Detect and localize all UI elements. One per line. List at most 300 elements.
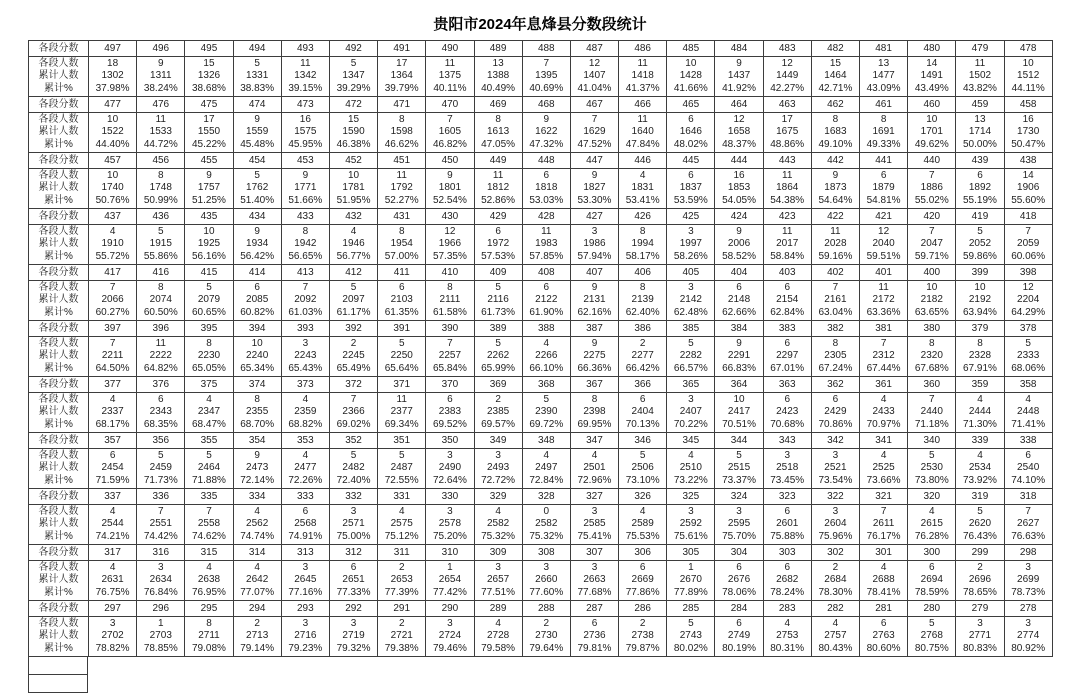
data-cell: 12 1449 42.27% [763, 57, 811, 97]
score-cell: 335 [185, 489, 233, 505]
data-cell: 4 2266 66.10% [522, 337, 570, 377]
row-label-counts: 各段人数 累计人数 累计% [29, 337, 89, 377]
score-cell: 418 [1004, 209, 1052, 225]
data-cell: 2 2738 79.87% [619, 617, 667, 657]
row-label-score: 各段分数 [29, 433, 89, 449]
score-cell: 280 [908, 601, 956, 617]
score-cell: 484 [715, 41, 763, 57]
score-cell: 328 [522, 489, 570, 505]
score-cell: 312 [329, 545, 377, 561]
data-cell: 7 2558 74.62% [185, 505, 233, 545]
data-cell: 6 2423 70.68% [763, 393, 811, 433]
data-cell: 5 2743 80.02% [667, 617, 715, 657]
data-cell: 11 1502 43.82% [956, 57, 1004, 97]
score-cell: 353 [281, 433, 329, 449]
data-cell: 11 1864 54.38% [763, 169, 811, 209]
score-cell: 392 [329, 321, 377, 337]
data-cell: 1 2670 77.89% [667, 561, 715, 601]
data-cell: 7 2312 67.44% [860, 337, 908, 377]
data-cell: 5 2620 76.43% [956, 505, 1004, 545]
score-cell: 465 [667, 97, 715, 113]
data-cell: 10 1701 49.62% [908, 113, 956, 153]
data-cell: 5 1762 51.40% [233, 169, 281, 209]
score-cell: 450 [426, 153, 474, 169]
score-cell: 435 [185, 209, 233, 225]
score-header-row-10 [29, 545, 1053, 561]
data-cell: 5 2487 72.55% [378, 449, 426, 489]
data-cell: 1 2654 77.42% [426, 561, 474, 601]
data-cell: 2 2721 79.38% [378, 617, 426, 657]
data-cell: 5 2390 69.72% [522, 393, 570, 433]
counts-row-2 [29, 113, 1053, 153]
score-cell: 432 [329, 209, 377, 225]
score-cell: 486 [619, 41, 667, 57]
data-cell: 4 1831 53.41% [619, 169, 667, 209]
score-cell: 497 [89, 41, 137, 57]
row-label-score: 各段分数 [29, 545, 89, 561]
score-cell: 427 [570, 209, 618, 225]
score-cell: 485 [667, 41, 715, 57]
score-cell: 386 [619, 321, 667, 337]
score-cell: 424 [715, 209, 763, 225]
score-cell: 344 [715, 433, 763, 449]
score-cell: 302 [811, 545, 859, 561]
data-cell: 3 2521 73.54% [811, 449, 859, 489]
data-cell: 6 1818 53.03% [522, 169, 570, 209]
score-cell: 341 [860, 433, 908, 449]
data-cell: 7 2161 63.04% [811, 281, 859, 321]
data-cell: 6 2676 78.06% [715, 561, 763, 601]
data-cell: 9 1934 56.42% [233, 225, 281, 265]
score-cell: 321 [860, 489, 908, 505]
page-title: 贵阳市2024年息烽县分数段统计 [433, 16, 647, 33]
score-cell: 421 [860, 209, 908, 225]
counts-row-6 [29, 337, 1053, 377]
score-cell: 429 [474, 209, 522, 225]
score-cell: 415 [185, 265, 233, 281]
row-label-counts: 各段人数 累计人数 累计% [29, 617, 89, 657]
data-cell: 5 2768 80.75% [908, 617, 956, 657]
data-cell: 4 2631 76.75% [89, 561, 137, 601]
data-cell: 4 2337 68.17% [89, 393, 137, 433]
data-cell: 8 2711 79.08% [185, 617, 233, 657]
data-cell: 10 1428 41.66% [667, 57, 715, 97]
score-cell: 393 [281, 321, 329, 337]
score-cell: 478 [1004, 41, 1052, 57]
score-cell: 369 [474, 377, 522, 393]
score-cell: 404 [715, 265, 763, 281]
data-cell: 4 2562 74.74% [233, 505, 281, 545]
score-cell: 390 [426, 321, 474, 337]
score-cell: 407 [570, 265, 618, 281]
score-cell: 480 [908, 41, 956, 57]
score-cell: 414 [233, 265, 281, 281]
score-cell: 306 [619, 545, 667, 561]
data-cell: 18 1302 37.98% [89, 57, 137, 97]
score-cell: 300 [908, 545, 956, 561]
score-cell: 385 [667, 321, 715, 337]
score-cell: 383 [763, 321, 811, 337]
score-cell: 361 [860, 377, 908, 393]
score-cell: 397 [89, 321, 137, 337]
data-cell: 3 2518 73.45% [763, 449, 811, 489]
score-cell: 360 [908, 377, 956, 393]
score-distribution-table [28, 40, 1053, 657]
data-cell: 3 1986 57.94% [570, 225, 618, 265]
data-cell: 15 1590 46.38% [329, 113, 377, 153]
score-cell: 288 [522, 601, 570, 617]
score-cell: 420 [908, 209, 956, 225]
score-cell: 462 [811, 97, 859, 113]
row-label-counts: 各段人数 累计人数 累计% [29, 393, 89, 433]
data-cell: 3 2774 80.92% [1004, 617, 1052, 657]
score-cell: 332 [329, 489, 377, 505]
score-cell: 437 [89, 209, 137, 225]
data-cell: 4 2544 74.21% [89, 505, 137, 545]
data-cell: 11 2017 58.84% [763, 225, 811, 265]
counts-row-1 [29, 57, 1053, 97]
score-cell: 410 [426, 265, 474, 281]
data-cell: 8 2328 67.91% [956, 337, 1004, 377]
score-cell: 359 [956, 377, 1004, 393]
data-cell: 4 2615 76.28% [908, 505, 956, 545]
data-cell: 5 2459 71.73% [137, 449, 185, 489]
data-cell: 3 2604 75.96% [811, 505, 859, 545]
data-cell: 17 1550 45.22% [185, 113, 233, 153]
data-cell: 4 1910 55.72% [89, 225, 137, 265]
data-cell: 6 2122 61.90% [522, 281, 570, 321]
score-cell: 368 [522, 377, 570, 393]
data-cell: 6 1972 57.53% [474, 225, 522, 265]
score-cell: 292 [329, 601, 377, 617]
score-cell: 370 [426, 377, 474, 393]
row-label-score: 各段分数 [29, 601, 89, 617]
score-cell: 398 [1004, 265, 1052, 281]
data-cell: 6 2749 80.19% [715, 617, 763, 657]
score-cell: 295 [185, 601, 233, 617]
score-cell: 492 [329, 41, 377, 57]
score-cell: 434 [233, 209, 281, 225]
data-cell: 5 2482 72.40% [329, 449, 377, 489]
data-cell: 8 1683 49.10% [811, 113, 859, 153]
score-cell: 463 [763, 97, 811, 113]
score-cell: 293 [281, 601, 329, 617]
score-cell: 330 [426, 489, 474, 505]
score-cell: 305 [667, 545, 715, 561]
score-cell: 365 [667, 377, 715, 393]
score-cell: 355 [185, 433, 233, 449]
data-cell: 6 2694 78.59% [908, 561, 956, 601]
data-cell: 10 2417 70.51% [715, 393, 763, 433]
data-cell: 2 2713 79.14% [233, 617, 281, 657]
partial-score-label-cell [28, 657, 88, 675]
data-cell: 6 2736 79.81% [570, 617, 618, 657]
score-cell: 422 [811, 209, 859, 225]
data-cell: 7 2611 76.17% [860, 505, 908, 545]
data-cell: 8 1598 46.62% [378, 113, 426, 153]
score-cell: 419 [956, 209, 1004, 225]
score-cell: 431 [378, 209, 426, 225]
data-cell: 8 2139 62.40% [619, 281, 667, 321]
data-cell: 8 2230 65.05% [185, 337, 233, 377]
row-label-score: 各段分数 [29, 265, 89, 281]
data-cell: 9 1311 38.24% [137, 57, 185, 97]
row-label-score: 各段分数 [29, 97, 89, 113]
score-cell: 493 [281, 41, 329, 57]
score-cell: 279 [956, 601, 1004, 617]
score-cell: 468 [522, 97, 570, 113]
data-cell: 16 1575 45.95% [281, 113, 329, 153]
score-cell: 436 [137, 209, 185, 225]
data-cell: 8 2355 68.70% [233, 393, 281, 433]
score-cell: 456 [137, 153, 185, 169]
score-cell: 329 [474, 489, 522, 505]
data-cell: 3 2699 78.73% [1004, 561, 1052, 601]
data-cell: 9 1801 52.54% [426, 169, 474, 209]
score-cell: 496 [137, 41, 185, 57]
score-cell: 331 [378, 489, 426, 505]
data-cell: 4 2757 80.43% [811, 617, 859, 657]
data-cell: 5 2052 59.86% [956, 225, 1004, 265]
score-cell: 304 [715, 545, 763, 561]
score-cell: 282 [811, 601, 859, 617]
score-cell: 357 [89, 433, 137, 449]
score-cell: 409 [474, 265, 522, 281]
score-cell: 315 [185, 545, 233, 561]
score-cell: 296 [137, 601, 185, 617]
score-cell: 461 [860, 97, 908, 113]
data-cell: 9 1827 53.30% [570, 169, 618, 209]
score-cell: 317 [89, 545, 137, 561]
data-cell: 6 2297 67.01% [763, 337, 811, 377]
score-header-row-4 [29, 209, 1053, 225]
score-cell: 475 [185, 97, 233, 113]
score-cell: 395 [185, 321, 233, 337]
data-cell: 15 1326 38.68% [185, 57, 233, 97]
score-header-row-2 [29, 97, 1053, 113]
data-cell: 14 1491 43.49% [908, 57, 956, 97]
data-cell: 16 1853 54.05% [715, 169, 763, 209]
data-cell: 4 2525 73.66% [860, 449, 908, 489]
data-cell: 4 2444 71.30% [956, 393, 1004, 433]
row-label-counts: 各段人数 累计人数 累计% [29, 281, 89, 321]
data-cell: 4 2510 73.22% [667, 449, 715, 489]
score-cell: 379 [956, 321, 1004, 337]
data-cell: 6 2103 61.35% [378, 281, 426, 321]
data-cell: 6 1837 53.59% [667, 169, 715, 209]
score-cell: 354 [233, 433, 281, 449]
data-cell: 7 1605 46.82% [426, 113, 474, 153]
data-cell: 5 2262 65.99% [474, 337, 522, 377]
data-cell: 9 1873 54.64% [811, 169, 859, 209]
data-cell: 4 2501 72.96% [570, 449, 618, 489]
score-cell: 377 [89, 377, 137, 393]
data-cell: 6 2154 62.84% [763, 281, 811, 321]
row-label-score: 各段分数 [29, 153, 89, 169]
data-cell: 1 2703 78.85% [137, 617, 185, 657]
data-cell: 6 2540 74.10% [1004, 449, 1052, 489]
score-cell: 428 [522, 209, 570, 225]
data-cell: 9 1437 41.92% [715, 57, 763, 97]
counts-row-9 [29, 505, 1053, 545]
score-cell: 310 [426, 545, 474, 561]
score-cell: 487 [570, 41, 618, 57]
score-cell: 278 [1004, 601, 1052, 617]
score-cell: 406 [619, 265, 667, 281]
data-cell: 8 1613 47.05% [474, 113, 522, 153]
score-cell: 303 [763, 545, 811, 561]
score-cell: 467 [570, 97, 618, 113]
data-cell: 5 2116 61.73% [474, 281, 522, 321]
data-cell: 9 1559 45.48% [233, 113, 281, 153]
score-cell: 389 [474, 321, 522, 337]
data-cell: 3 2663 77.68% [570, 561, 618, 601]
score-cell: 394 [233, 321, 281, 337]
data-cell: 7 1395 40.69% [522, 57, 570, 97]
data-cell: 4 2575 75.12% [378, 505, 426, 545]
data-cell: 3 2493 72.72% [474, 449, 522, 489]
score-cell: 494 [233, 41, 281, 57]
data-cell: 4 1946 56.77% [329, 225, 377, 265]
score-cell: 444 [715, 153, 763, 169]
score-cell: 438 [1004, 153, 1052, 169]
data-cell: 6 2383 69.52% [426, 393, 474, 433]
data-cell: 3 2571 75.00% [329, 505, 377, 545]
data-cell: 3 2490 72.64% [426, 449, 474, 489]
score-cell: 495 [185, 41, 233, 57]
score-cell: 350 [426, 433, 474, 449]
score-header-row-9 [29, 489, 1053, 505]
data-cell: 6 2763 80.60% [860, 617, 908, 657]
score-cell: 311 [378, 545, 426, 561]
score-cell: 477 [89, 97, 137, 113]
score-cell: 376 [137, 377, 185, 393]
data-cell: 9 2291 66.83% [715, 337, 763, 377]
data-cell: 10 1740 50.76% [89, 169, 137, 209]
score-cell: 441 [860, 153, 908, 169]
data-cell: 6 1646 48.02% [667, 113, 715, 153]
data-cell: 4 2589 75.53% [619, 505, 667, 545]
score-cell: 337 [89, 489, 137, 505]
score-cell: 347 [570, 433, 618, 449]
data-cell: 15 1464 42.71% [811, 57, 859, 97]
score-cell: 322 [811, 489, 859, 505]
score-cell: 401 [860, 265, 908, 281]
data-cell: 5 2333 68.06% [1004, 337, 1052, 377]
data-cell: 9 1757 51.25% [185, 169, 233, 209]
data-cell: 10 1925 56.16% [185, 225, 233, 265]
row-label-counts: 各段人数 累计人数 累计% [29, 449, 89, 489]
data-cell: 3 2724 79.46% [426, 617, 474, 657]
score-cell: 345 [667, 433, 715, 449]
data-cell: 11 2028 59.16% [811, 225, 859, 265]
score-cell: 343 [763, 433, 811, 449]
data-cell: 4 2642 77.07% [233, 561, 281, 601]
data-cell: 6 2148 62.66% [715, 281, 763, 321]
data-cell: 3 2771 80.83% [956, 617, 1004, 657]
score-cell: 318 [1004, 489, 1052, 505]
score-cell: 297 [89, 601, 137, 617]
score-cell: 381 [860, 321, 908, 337]
data-cell: 12 1407 41.04% [570, 57, 618, 97]
data-cell: 9 2131 62.16% [570, 281, 618, 321]
score-cell: 447 [570, 153, 618, 169]
score-cell: 307 [570, 545, 618, 561]
data-cell: 5 1347 39.29% [329, 57, 377, 97]
data-cell: 4 2359 68.82% [281, 393, 329, 433]
data-cell: 5 2250 65.64% [378, 337, 426, 377]
score-cell: 464 [715, 97, 763, 113]
data-cell: 6 2343 68.35% [137, 393, 185, 433]
data-cell: 11 1792 52.27% [378, 169, 426, 209]
data-cell: 4 2753 80.31% [763, 617, 811, 657]
data-cell: 8 1994 58.17% [619, 225, 667, 265]
score-cell: 470 [426, 97, 474, 113]
data-cell: 8 2320 67.68% [908, 337, 956, 377]
data-cell: 11 1533 44.72% [137, 113, 185, 153]
score-cell: 375 [185, 377, 233, 393]
data-cell: 4 2582 75.32% [474, 505, 522, 545]
score-header-row-8 [29, 433, 1053, 449]
score-cell: 405 [667, 265, 715, 281]
score-cell: 426 [619, 209, 667, 225]
row-label-counts: 各段人数 累计人数 累计% [29, 505, 89, 545]
score-cell: 442 [811, 153, 859, 169]
score-cell: 380 [908, 321, 956, 337]
score-cell: 356 [137, 433, 185, 449]
data-cell: 7 2440 71.18% [908, 393, 956, 433]
counts-row-10 [29, 561, 1053, 601]
counts-row-5 [29, 281, 1053, 321]
counts-row-11 [29, 617, 1053, 657]
score-cell: 459 [956, 97, 1004, 113]
score-cell: 382 [811, 321, 859, 337]
data-cell: 6 2404 70.13% [619, 393, 667, 433]
score-cell: 439 [956, 153, 1004, 169]
data-cell: 6 1892 55.19% [956, 169, 1004, 209]
row-label-counts: 各段人数 累计人数 累计% [29, 57, 89, 97]
score-cell: 443 [763, 153, 811, 169]
data-cell: 2 2684 78.30% [811, 561, 859, 601]
data-cell: 4 2448 71.41% [1004, 393, 1052, 433]
data-cell: 3 2719 79.32% [329, 617, 377, 657]
score-cell: 482 [811, 41, 859, 57]
score-cell: 455 [185, 153, 233, 169]
score-cell: 440 [908, 153, 956, 169]
data-cell: 7 2366 69.02% [329, 393, 377, 433]
score-cell: 472 [329, 97, 377, 113]
score-cell: 474 [233, 97, 281, 113]
score-cell: 416 [137, 265, 185, 281]
score-cell: 403 [763, 265, 811, 281]
score-cell: 323 [763, 489, 811, 505]
data-cell: 8 2111 61.58% [426, 281, 474, 321]
data-cell: 4 2433 70.97% [860, 393, 908, 433]
row-label-counts: 各段人数 累计人数 累计% [29, 225, 89, 265]
score-cell: 453 [281, 153, 329, 169]
score-cell: 454 [233, 153, 281, 169]
data-cell: 9 1771 51.66% [281, 169, 329, 209]
score-cell: 423 [763, 209, 811, 225]
score-cell: 457 [89, 153, 137, 169]
data-cell: 8 1942 56.65% [281, 225, 329, 265]
score-cell: 340 [908, 433, 956, 449]
score-cell: 374 [233, 377, 281, 393]
data-cell: 3 2407 70.22% [667, 393, 715, 433]
score-cell: 491 [378, 41, 426, 57]
data-cell: 4 2638 76.95% [185, 561, 233, 601]
score-cell: 367 [570, 377, 618, 393]
